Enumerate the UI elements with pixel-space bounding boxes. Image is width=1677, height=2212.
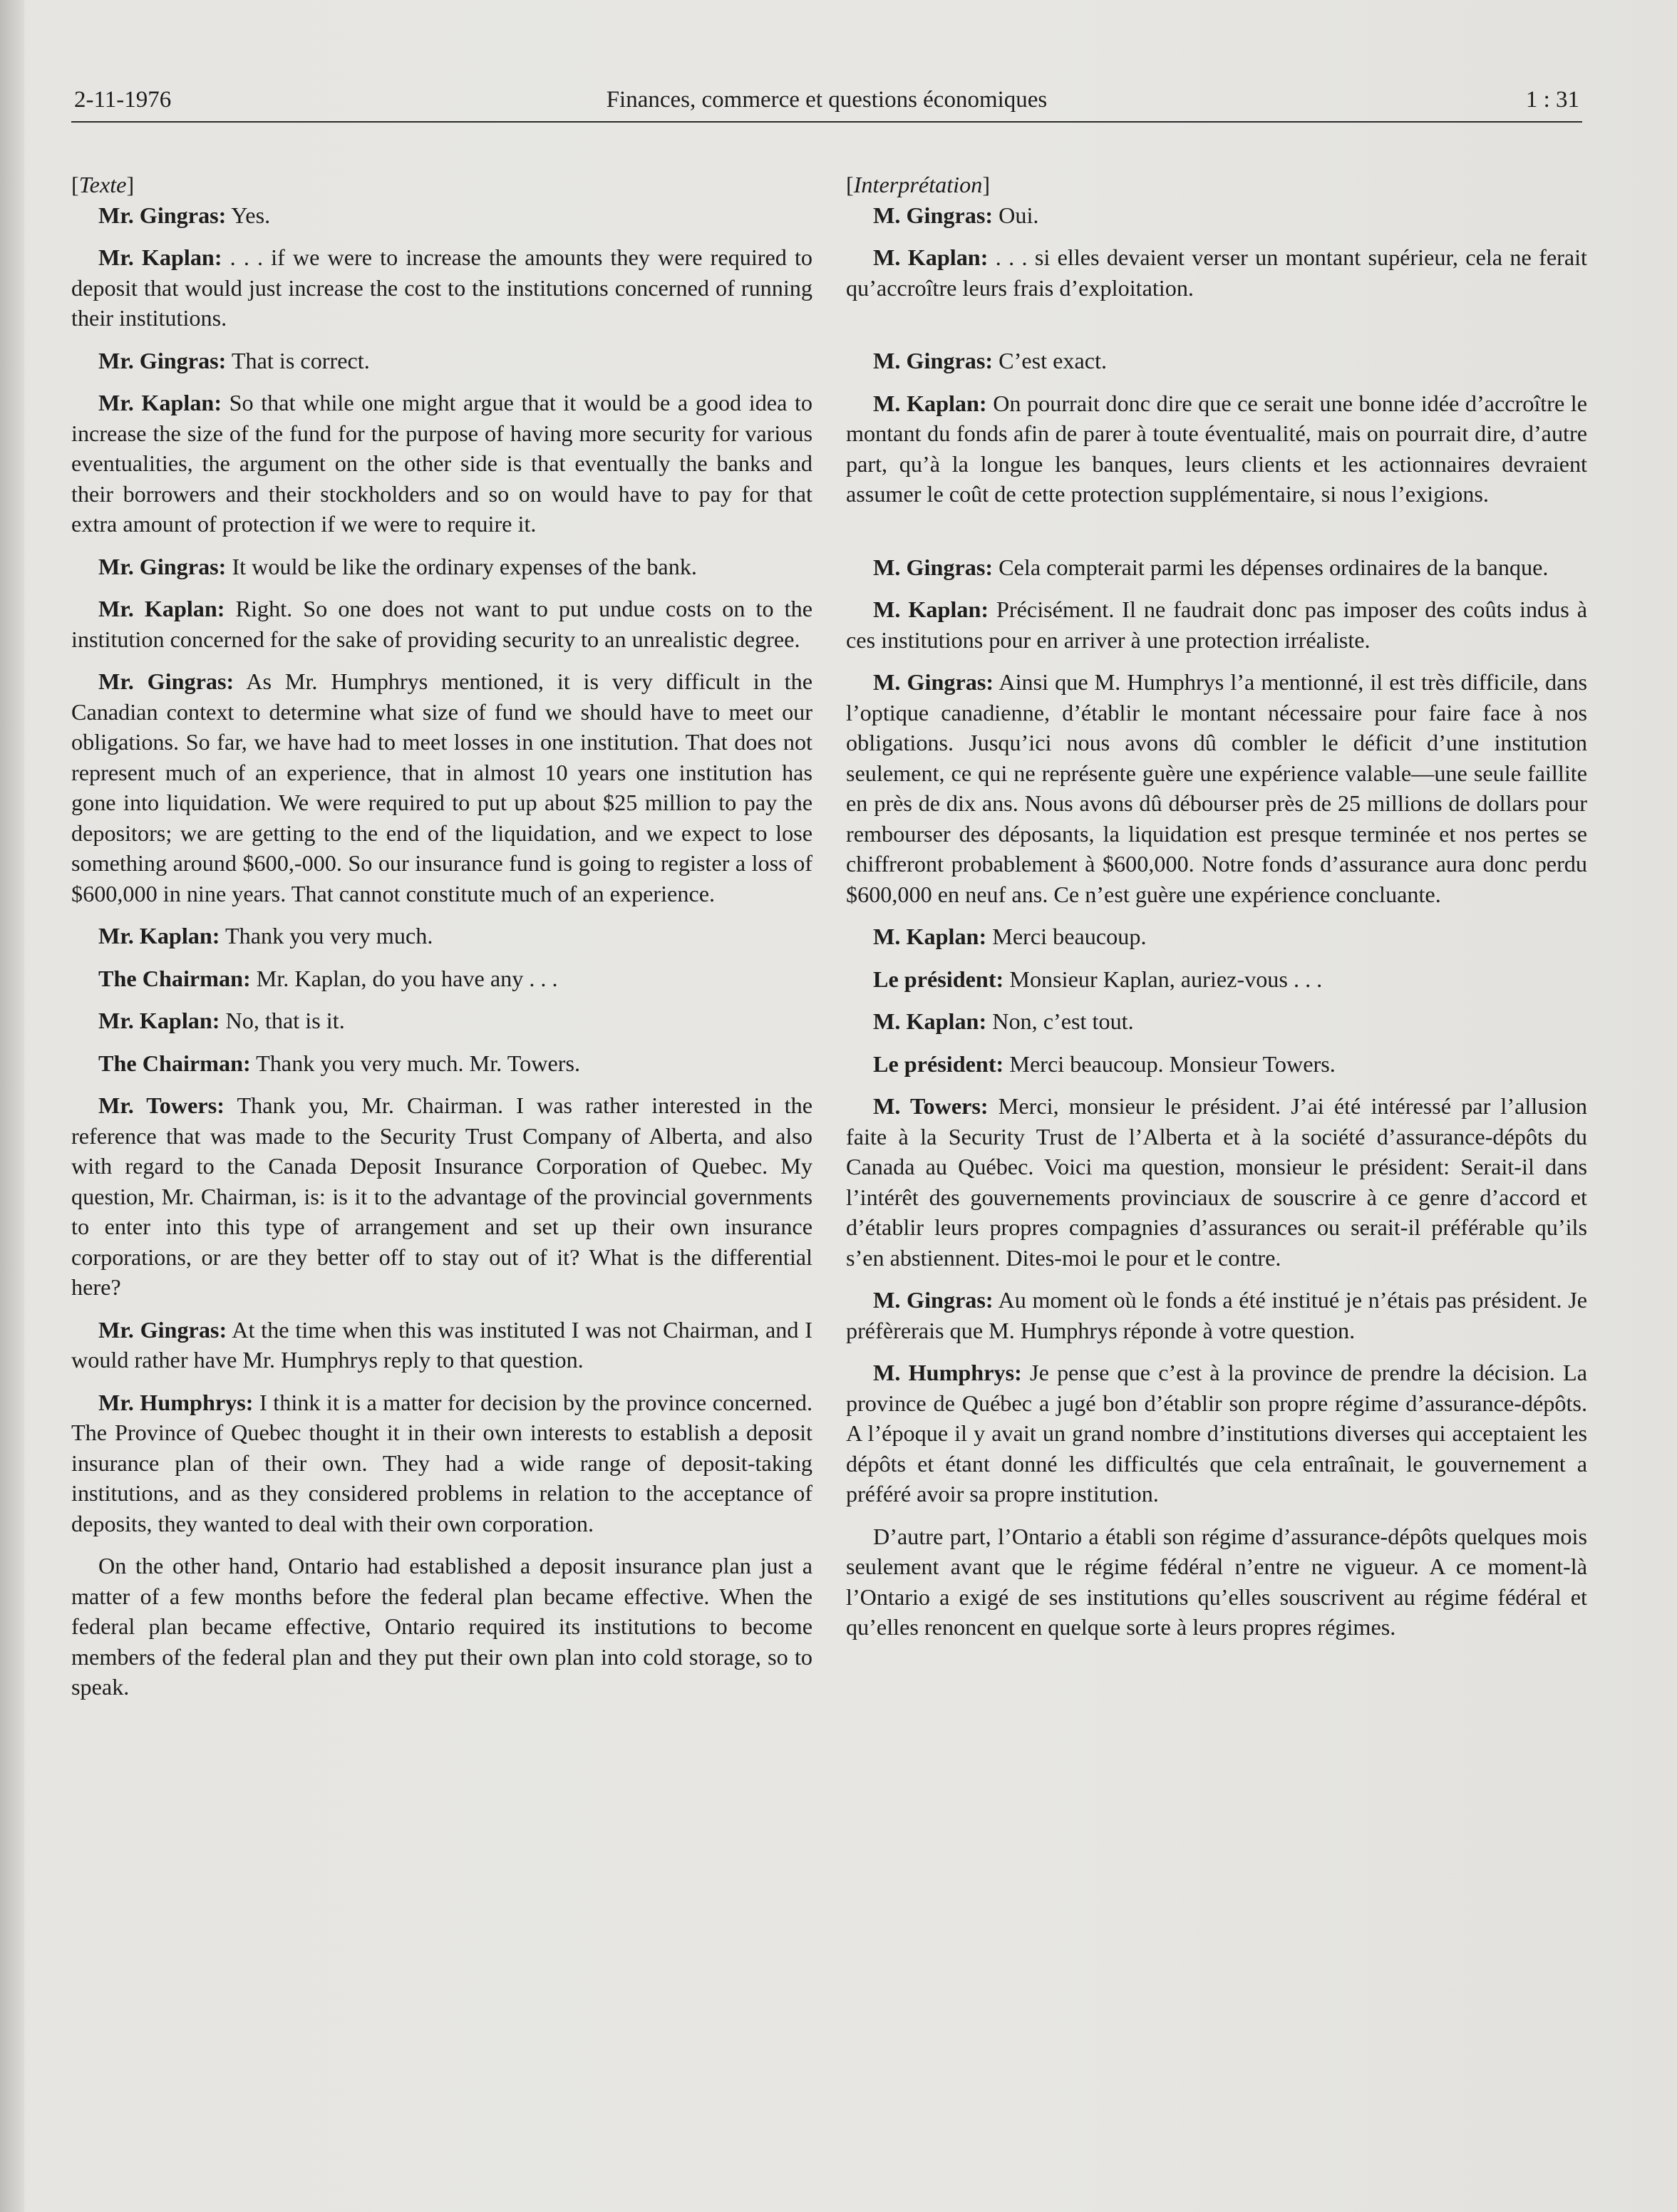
- paragraph: [71, 666, 812, 909]
- paragraph: [71, 594, 812, 654]
- speech: So that while one might argue that it would be a good idea to increase the size of the fund for the purpose of having more security for various eventualities, the argument on the other side is that eventually the banks and their borrowers and their stockholders and so on would have to pay for that extra amount of protection if we were to require it.: [71, 390, 812, 537]
- paragraph: [71, 388, 812, 539]
- speaker: Mr. Gingras:: [98, 202, 227, 228]
- paragraph: [71, 346, 812, 376]
- left-column-english: [71, 170, 812, 1715]
- paragraph: [846, 964, 1587, 995]
- section-tag: [Interprétation]: [846, 172, 991, 197]
- speaker: The Chairman:: [98, 965, 251, 991]
- speaker: Le président:: [873, 966, 1004, 992]
- speaker: Mr. Gingras:: [98, 1316, 227, 1343]
- paragraph: [846, 1091, 1587, 1273]
- paragraph: [846, 1049, 1587, 1080]
- paragraph: [71, 1387, 812, 1539]
- speech: Merci, monsieur le président. J’ai été intéressé par l’allusion faite à la Security Trust de l’Alberta et à la société d’assurance-dépôts du Canada au Québec. Voici ma question, monsieur le président: Serait-il dans l’intérêt des gouvernements provinciaux de souscrire à ce genre d’accord et d’établir leurs propres compagnies d’assurances ou serait-il préférable qu’ils s’en abstiennent. Dites-moi le pour et le contre.: [846, 1093, 1587, 1271]
- speech: At the time when this was instituted I was not Chairman, and I would rather have Mr. Humphrys reply to that question.: [71, 1316, 812, 1373]
- speech: Mr. Kaplan, do you have any . . .: [250, 965, 558, 991]
- speaker: Mr. Kaplan:: [98, 923, 220, 949]
- speech: On the other hand, Ontario had established a deposit insurance plan just a matter of a few months before the federal plan became effective. When the federal plan became effective, Ontario required its institutions to become members of the federal plan and they put their own plan into cold storage, so to speak.: [71, 1553, 812, 1700]
- speaker: Mr. Kaplan:: [98, 390, 222, 415]
- speech: Thank you, Mr. Chairman. I was rather interested in the reference that was made to the Security Trust Company of Alberta, and also with regard to the Canada Deposit Insurance Corporation of Quebec. My question, Mr. Chairman, is: is it to the advantage of the provincial governments to enter into this type of arrangement and set up their own insurance corporations, or are they better off to stay out of it? What is the differential here?: [71, 1092, 812, 1300]
- speech: I think it is a matter for decision by the province concerned. The Province of Quebec thought it in their own interests to establish a deposit insurance plan of their own. They had a wide range of deposit-taking institutions, and as they considered problems in relation to the acceptance of deposits, they wanted to deal with their own corporation.: [71, 1389, 812, 1536]
- speech: It would be like the ordinary expenses of the bank.: [226, 553, 697, 579]
- speaker: Mr. Kaplan:: [98, 1008, 220, 1033]
- speaker: M. Gingras:: [873, 348, 994, 373]
- speaker: M. Gingras:: [873, 202, 994, 228]
- paragraph: [71, 552, 812, 582]
- paragraph: [846, 346, 1587, 376]
- paragraph: [846, 1006, 1587, 1037]
- paragraph: [846, 200, 1587, 231]
- speech: Je pense que c’est à la province de prendre la décision. La province de Québec a jugé bon d’établir son propre régime d’assurance-dépôts. A l’époque il y avait un grand nombre d’institutions diverses qui acceptaient les dépôts et étant donné les difficultés que cela entraînait, le gouvernement a préféré avoir sa propre institution.: [846, 1360, 1587, 1506]
- speech: Ainsi que M. Humphrys l’a mentionné, il est très difficile, dans l’optique canadienne, d’établir le montant nécessaire pour faire face à nos obligations. Jusqu’ici nous avons dû combler le déficit d’une institution seulement, ce qui ne représente guère une expérience valable—une seule faillite en près de dix ans. Nous avons dû débourser près de 25 millions de dollars pour rembourser des déposants, la liquidation est presque terminée et nos pertes se chiffreront probablement à $600,000. Notre fonds d’assurance aura donc perdu $600,000 en neuf ans. Ce n’est guère une expérience concluante.: [846, 669, 1587, 907]
- paragraph: [71, 1315, 812, 1375]
- speech: D’autre part, l’Ontario a établi son régime d’assurance-dépôts quelques mois seulement avant que le régime fédéral n’entre ne vigueur. A ce moment-là l’Ontario a exigé de ses institutions qu’elles souscrivent au régime fédéral et qu’elles renoncent en quelque sorte à leurs propres régimes.: [846, 1523, 1587, 1640]
- paragraph: [846, 667, 1587, 909]
- section-tag: [Texte]: [71, 172, 135, 197]
- speech: . . . si elles devaient verser un montant supérieur, cela ne ferait qu’accroître leurs frais d’exploitation.: [846, 244, 1587, 301]
- speech: On pourrait donc dire que ce serait une bonne idée d’accroître le montant du fonds afin de parer à toute éventualité, mais on pourrait dire, d’autre part, qu’à la longue les banques, leurs clients et les actionnaires devraient assumer le coût de cette protection supplémentaire, si nous l’exigions.: [846, 390, 1587, 507]
- speaker: Mr. Humphrys:: [98, 1389, 254, 1415]
- speaker: M. Humphrys:: [873, 1360, 1022, 1385]
- speaker: Le président:: [873, 1050, 1004, 1077]
- speech: Oui.: [993, 202, 1039, 228]
- speaker: M. Kaplan:: [873, 244, 989, 270]
- header-title: Finances, commerce et questions économiques: [606, 87, 1048, 113]
- paragraph: [846, 1358, 1587, 1509]
- paragraph: [846, 921, 1587, 952]
- speaker: M. Gingras:: [873, 554, 994, 580]
- speaker: M. Gingras:: [873, 1287, 994, 1313]
- paragraph: [846, 552, 1587, 583]
- speaker: M. Kaplan:: [873, 596, 989, 622]
- speaker: Mr. Gingras:: [98, 553, 227, 579]
- speaker: Mr. Gingras:: [98, 347, 227, 373]
- paragraph: [71, 1048, 812, 1079]
- paragraph: [846, 242, 1587, 303]
- speech: Non, c’est tout.: [986, 1008, 1134, 1034]
- paragraph: [71, 921, 812, 951]
- page-header: [71, 84, 1582, 123]
- speech: C’est exact.: [993, 348, 1108, 373]
- speaker: The Chairman:: [98, 1050, 251, 1076]
- speech: As Mr. Humphrys mentioned, it is very difficult in the Canadian context to determine what size of fund we should have to meet our obligations. So far, we have had to meet losses in one institution. That does not represent much of an experience, that in almost 10 years one institution has gone into liquidation. We were required to put up about $25 million to pay the depositors; we are getting to the end of the liquidation, and we expect to lose something around $600,-000. So our insurance fund is going to register a loss of $600,000 in nine years. That cannot constitute much of an experience.: [71, 668, 812, 906]
- paragraph: [846, 1285, 1587, 1345]
- speaker: M. Towers:: [873, 1093, 989, 1119]
- speaker: Mr. Kaplan:: [98, 244, 222, 270]
- speaker: M. Kaplan:: [873, 390, 987, 416]
- speech: Précisément. Il ne faudrait donc pas imposer des coûts indus à ces institutions pour en arriver à une protection irréaliste.: [846, 596, 1587, 653]
- right-column-french: [846, 170, 1587, 1655]
- paragraph: [71, 200, 812, 231]
- paragraph: [846, 1521, 1587, 1643]
- speaker: M. Gingras:: [873, 669, 994, 695]
- speech: That is correct.: [226, 347, 370, 373]
- header-date: 2-11-1976: [74, 87, 172, 113]
- paragraph: [71, 1006, 812, 1036]
- speech: Monsieur Kaplan, auriez-vous . . .: [1003, 966, 1323, 992]
- speech: Merci beaucoup.: [986, 924, 1147, 949]
- speaker: Mr. Gingras:: [98, 668, 234, 694]
- paragraph: [71, 1551, 812, 1702]
- speaker: M. Kaplan:: [873, 1008, 987, 1034]
- page-edge-shadow: [0, 0, 24, 2212]
- paragraph: [71, 963, 812, 994]
- paragraph: [846, 594, 1587, 655]
- speech: Merci beaucoup. Monsieur Towers.: [1003, 1050, 1336, 1077]
- speech: Cela compterait parmi les dépenses ordinaires de la banque.: [993, 554, 1549, 580]
- speech: Thank you very much.: [220, 923, 433, 949]
- header-page-number: 1 : 31: [1525, 87, 1579, 113]
- speaker: M. Kaplan:: [873, 924, 987, 949]
- paragraph: [71, 242, 812, 334]
- speaker: Mr. Towers:: [98, 1092, 225, 1118]
- speaker: Mr. Kaplan:: [98, 596, 225, 621]
- speech: No, that is it.: [220, 1008, 345, 1033]
- speech: Au moment où le fonds a été institué je n’étais pas président. Je préfèrerais que M. Humphrys réponde à votre question.: [846, 1287, 1588, 1343]
- speech: . . . if we were to increase the amounts they were required to deposit that would just increase the cost to the institutions concerned of running their institutions.: [71, 244, 813, 331]
- paragraph: [71, 1090, 812, 1303]
- speech: Thank you very much. Mr. Towers.: [250, 1050, 581, 1076]
- paragraph: [846, 388, 1587, 510]
- speech: Yes.: [226, 202, 271, 228]
- speech: Right. So one does not want to put undue costs on to the institution concerned for the sake of providing security to an unrealistic degree.: [71, 596, 812, 652]
